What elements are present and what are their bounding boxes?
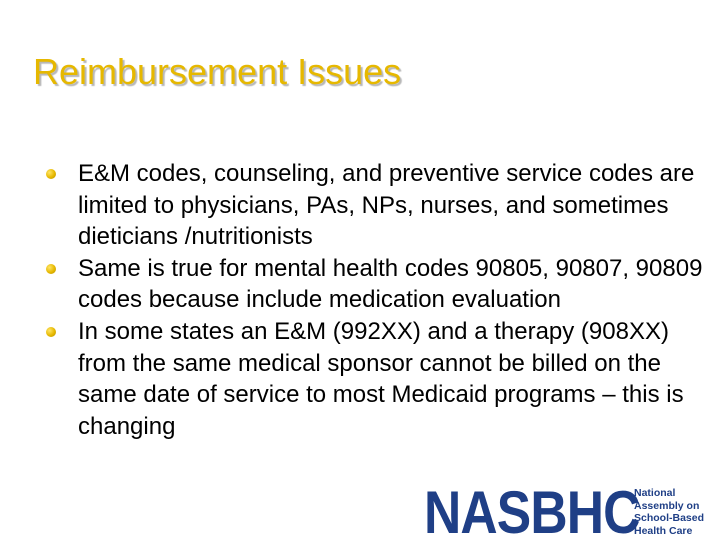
logo-wordmark: NASBHC <box>424 479 640 546</box>
logo-tagline-line: National <box>634 487 676 499</box>
bullet-text: E&M codes, counseling, and preventive service codes are limited to physicians, PAs, NPs, nurses, and sometimes dieticians /nutritionists <box>78 160 695 251</box>
bullet-item <box>46 316 706 442</box>
round-bullet-icon <box>46 327 56 337</box>
bullet-item <box>46 253 706 316</box>
logo-tagline-line: Assembly on <box>634 499 700 512</box>
bullet-list <box>46 158 706 442</box>
round-bullet-icon <box>46 264 56 274</box>
bullet-text: In some states an E&M (992XX) and a therapy (908XX) from the same medical sponsor cannot be billed on the same date of service to most Medicaid programs – this is changing <box>78 317 684 440</box>
bullet-item <box>46 158 706 253</box>
logo-tagline-line: School-Based <box>634 512 705 524</box>
logo-tagline <box>634 487 704 537</box>
round-bullet-icon <box>46 169 56 179</box>
bullet-text: Same is true for mental health codes 90805, 90807, 90809 codes because include medication evaluation <box>78 254 703 314</box>
slide-title: Reimbursement Issues <box>33 51 402 92</box>
logo-tagline-line: Health Care <box>634 524 693 537</box>
nasbhc-logo <box>424 479 716 546</box>
